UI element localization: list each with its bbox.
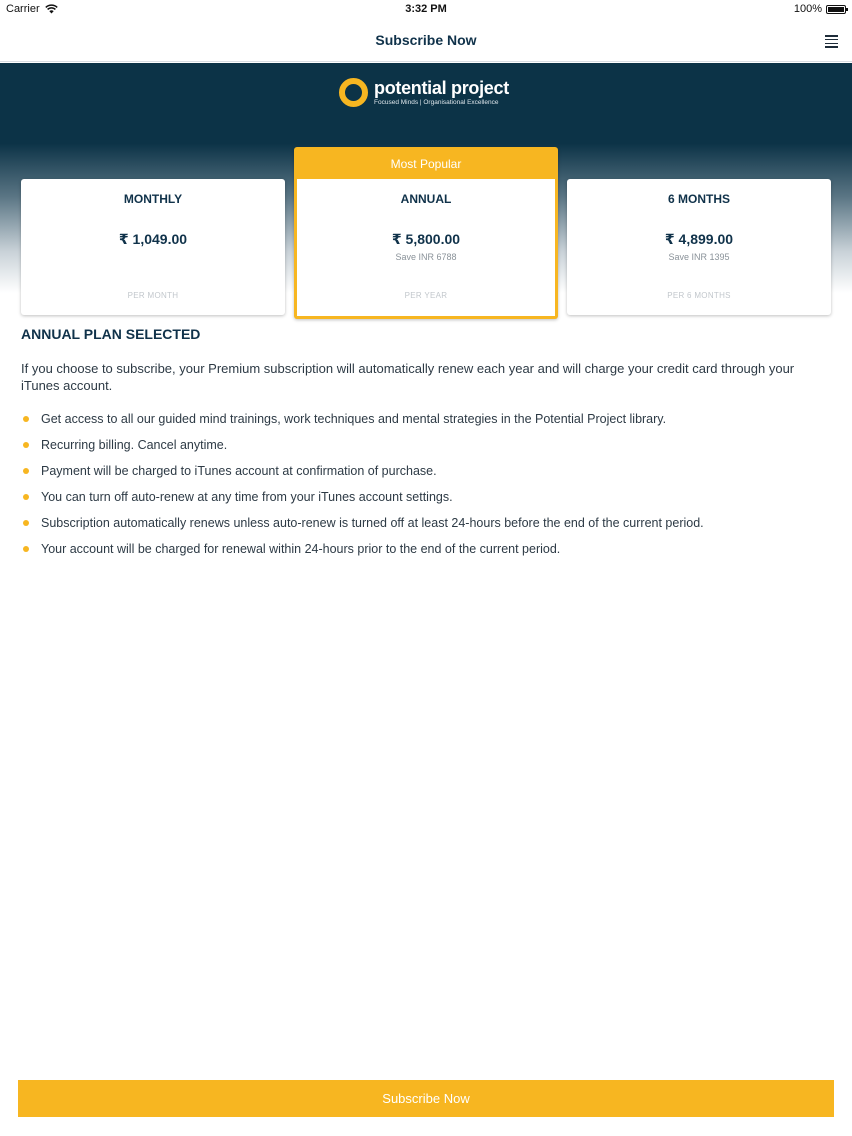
nav-title: Subscribe Now — [375, 31, 477, 48]
plan-card-annual-body — [297, 179, 555, 316]
brand-logo — [339, 78, 509, 107]
plan-name: ANNUAL — [400, 192, 452, 206]
plan-name: MONTHLY — [123, 192, 183, 206]
list-item — [21, 406, 831, 432]
benefits-list — [21, 406, 831, 562]
hamburger-menu-icon[interactable] — [825, 35, 838, 48]
wifi-icon — [45, 4, 58, 14]
logo-ring-icon — [339, 78, 368, 107]
bullet-dot-icon — [23, 520, 29, 526]
plan-price: ₹ 5,800.00 — [391, 231, 461, 247]
status-right — [794, 3, 846, 15]
list-item-text: Payment will be charged to iTunes account at confirmation of purchase. — [41, 464, 437, 478]
list-item — [21, 536, 831, 562]
status-time: 3:32 PM — [405, 3, 447, 15]
bullet-dot-icon — [23, 442, 29, 448]
subscribe-now-button[interactable]: Subscribe Now — [18, 1080, 834, 1117]
list-item-text: Your account will be charged for renewal within 24-hours prior to the end of the current period. — [41, 542, 561, 556]
bullet-dot-icon — [23, 468, 29, 474]
status-bar — [0, 0, 852, 18]
battery-icon — [826, 5, 846, 14]
plan-period: PER 6 MONTHS — [667, 291, 731, 300]
selected-plan-title: ANNUAL PLAN SELECTED — [21, 326, 201, 342]
plan-card-6-months[interactable] — [567, 179, 831, 315]
plan-card-monthly[interactable] — [21, 179, 285, 315]
list-item-text: You can turn off auto-renew at any time from your iTunes account settings. — [41, 490, 453, 504]
logo-text — [374, 78, 509, 107]
nav-bar — [0, 18, 852, 62]
list-item — [21, 484, 831, 510]
plan-card-annual[interactable] — [294, 147, 558, 319]
list-item — [21, 458, 831, 484]
plan-price: ₹ 1,049.00 — [118, 231, 188, 247]
plan-name: 6 MONTHS — [667, 192, 730, 206]
plan-savings: Save INR 1395 — [668, 252, 730, 262]
most-popular-badge: Most Popular — [390, 157, 462, 171]
plan-period: PER YEAR — [404, 291, 448, 300]
bullet-dot-icon — [23, 416, 29, 422]
brand-name: potential project — [374, 78, 509, 98]
bullet-dot-icon — [23, 546, 29, 552]
battery-percent: 100% — [793, 3, 822, 15]
plan-price: ₹ 4,899.00 — [664, 231, 734, 247]
list-item — [21, 510, 831, 536]
carrier-label: Carrier — [6, 3, 40, 15]
brand-tagline: Focused Minds | Organisational Excellence — [374, 99, 499, 106]
bullet-dot-icon — [23, 494, 29, 500]
plan-period: PER MONTH — [127, 291, 179, 300]
list-item — [21, 432, 831, 458]
list-item-text: Get access to all our guided mind trainings, work techniques and mental strategies in the Potential Project library. — [41, 412, 667, 426]
list-item-text: Recurring billing. Cancel anytime. — [41, 438, 228, 452]
plan-savings: Save INR 6788 — [395, 252, 457, 262]
subscription-intro: If you choose to subscribe, your Premium subscription will automatically renew each year and will charge your credit card through your iTunes account. — [21, 361, 795, 393]
list-item-text: Subscription automatically renews unless auto-renew is turned off at least 24-hours before the end of the current period. — [41, 516, 704, 530]
status-left — [6, 3, 58, 15]
